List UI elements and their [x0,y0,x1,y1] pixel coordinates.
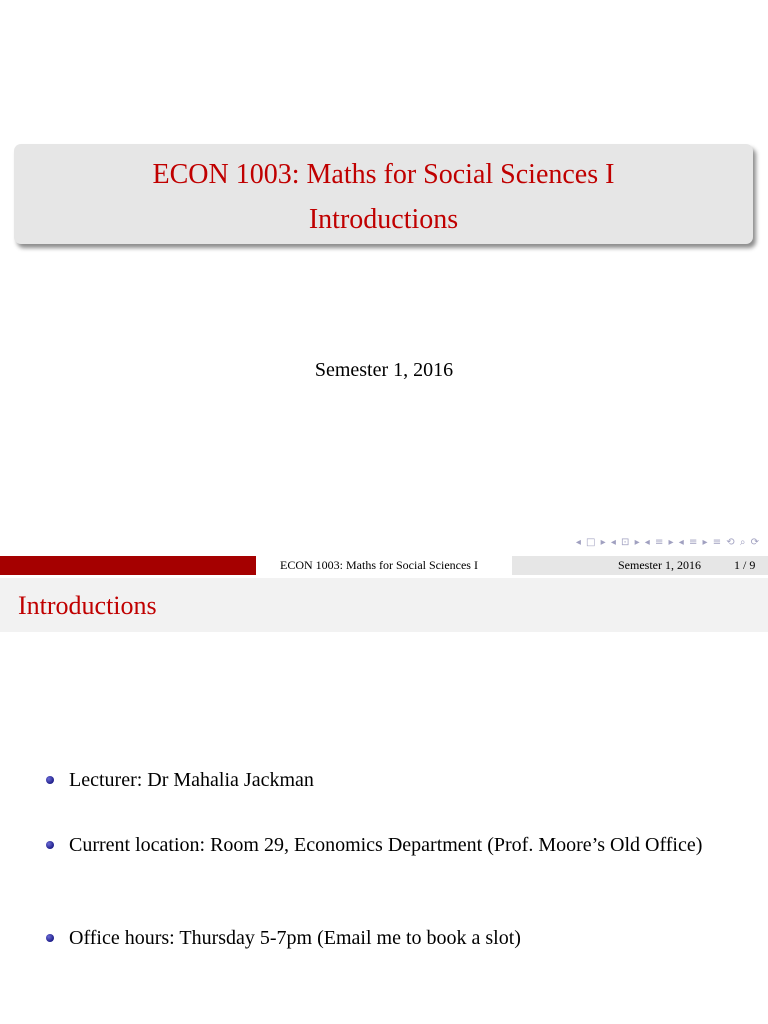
slide-footer [0,556,768,575]
footer-red-block [0,556,256,575]
bullet-icon [46,776,54,784]
bullet-text: Office hours: Thursday 5-7pm (Email me to book a slot) [69,927,521,949]
bullet-icon [46,841,54,849]
beamer-navigation-icons[interactable]: ◂ □ ▸ ◂ ⊡ ▸ ◂ ≡ ▸ ◂ ≡ ▸ ≡ ⟲ ⌕ ⟳ [575,537,760,548]
bullet-icon [46,934,54,942]
footer-page-number: 1 / 9 [734,558,756,572]
slide-date: Semester 1, 2016 [314,359,454,381]
footer-title: ECON 1003: Maths for Social Sciences I [280,558,478,572]
title-box [14,144,753,244]
slide-subtitle: Introductions [308,204,459,235]
frame-title: Introductions [18,591,157,620]
slide-title: ECON 1003: Maths for Social Sciences I [152,159,615,190]
bullet-text: Current location: Room 29, Economics Department (Prof. Moore’s Old Office) [69,834,703,856]
footer-date: Semester 1, 2016 [618,558,701,572]
bullet-text: Lecturer: Dr Mahalia Jackman [69,769,314,791]
